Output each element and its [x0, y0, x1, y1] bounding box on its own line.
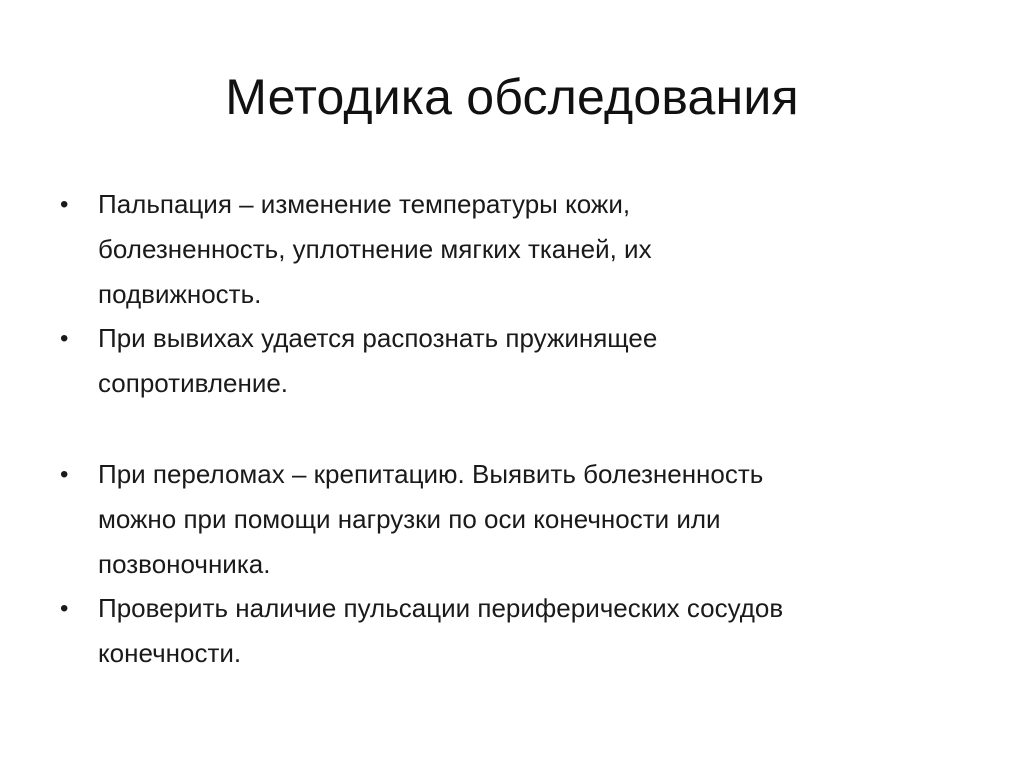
bullet-text [98, 586, 938, 676]
bullet-line: При вывихах удается распознать пружинящее [98, 323, 658, 353]
bullet-text [98, 452, 938, 587]
bullet-line: При переломах – крепитацию. Выявить болезненность [98, 459, 764, 489]
bullet-dot: • [60, 461, 69, 488]
bullet-text [98, 182, 938, 317]
bullet-dot: • [60, 325, 69, 352]
bullet-line: позвоночника. [98, 549, 271, 579]
bullet-line: Пальпация – изменение температуры кожи, [98, 189, 631, 219]
bullet-text [98, 316, 938, 406]
bullet-line: Проверить наличие пульсации периферических сосудов [98, 593, 784, 623]
bullet-line: подвижность. [98, 279, 262, 309]
bullet-dot: • [60, 595, 69, 622]
bullet-line: сопротивление. [98, 368, 289, 398]
slide-title: Методика обследования [225, 69, 799, 125]
bullet-line: можно при помощи нагрузки по оси конечности или [98, 504, 721, 534]
bullet-line: конечности. [98, 638, 242, 668]
bullet-line: болезненность, уплотнение мягких тканей, их [98, 234, 652, 264]
bullet-dot: • [60, 191, 69, 218]
